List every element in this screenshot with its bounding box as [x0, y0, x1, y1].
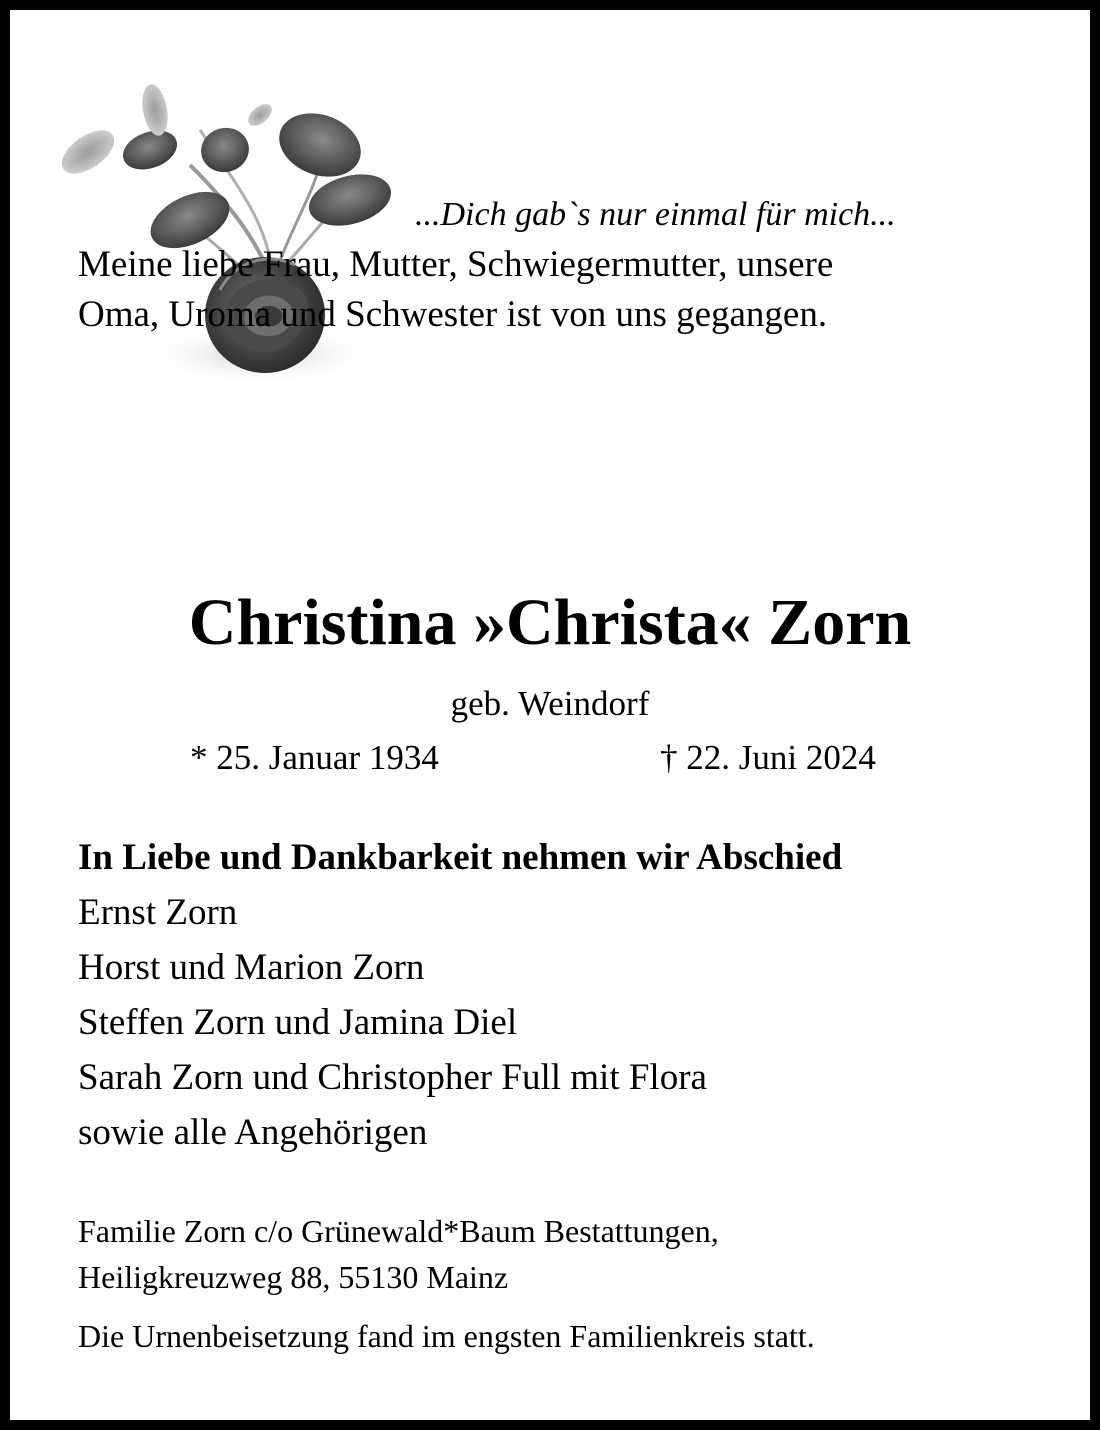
mourner-name: Ernst Zorn — [78, 892, 238, 933]
mourner-name: Horst und Marion Zorn — [78, 947, 425, 988]
mourner-name: Steffen Zorn und Jamina Diel — [78, 1002, 518, 1043]
mourner-name: Sarah Zorn und Christopher Full mit Flora — [78, 1057, 707, 1098]
announcement-line: Oma, Uroma und Schwester ist von uns gegangen. — [78, 294, 828, 335]
deceased-name: Christina »Christa« Zorn — [188, 586, 912, 659]
address-line: Heiligkreuzweg 88, 55130 Mainz — [78, 1259, 509, 1295]
farewell-headline: In Liebe und Dankbarkeit nehmen wir Abschied — [78, 837, 843, 878]
birth-date: * 25. Januar 1934 — [190, 738, 439, 777]
rose-image — [50, 70, 410, 390]
mourner-name: sowie alle Angehörigen — [78, 1112, 428, 1153]
mourners-list — [78, 830, 842, 1160]
memorial-quote: ...Dich gab`s nur einmal für mich... — [415, 196, 896, 233]
burial-note: Die Urnenbeisetzung fand im engsten Familienkreis statt. — [78, 1318, 815, 1354]
announcement-line: Meine liebe Frau, Mutter, Schwiegermutter, unsere — [78, 244, 834, 285]
maiden-name: geb. Weindorf — [450, 684, 650, 723]
announcement-text — [78, 240, 1038, 340]
address-line: Familie Zorn c/o Grünewald*Baum Bestattungen, — [78, 1213, 719, 1249]
contact-address — [78, 1208, 719, 1300]
death-date: † 22. Juni 2024 — [660, 738, 876, 777]
